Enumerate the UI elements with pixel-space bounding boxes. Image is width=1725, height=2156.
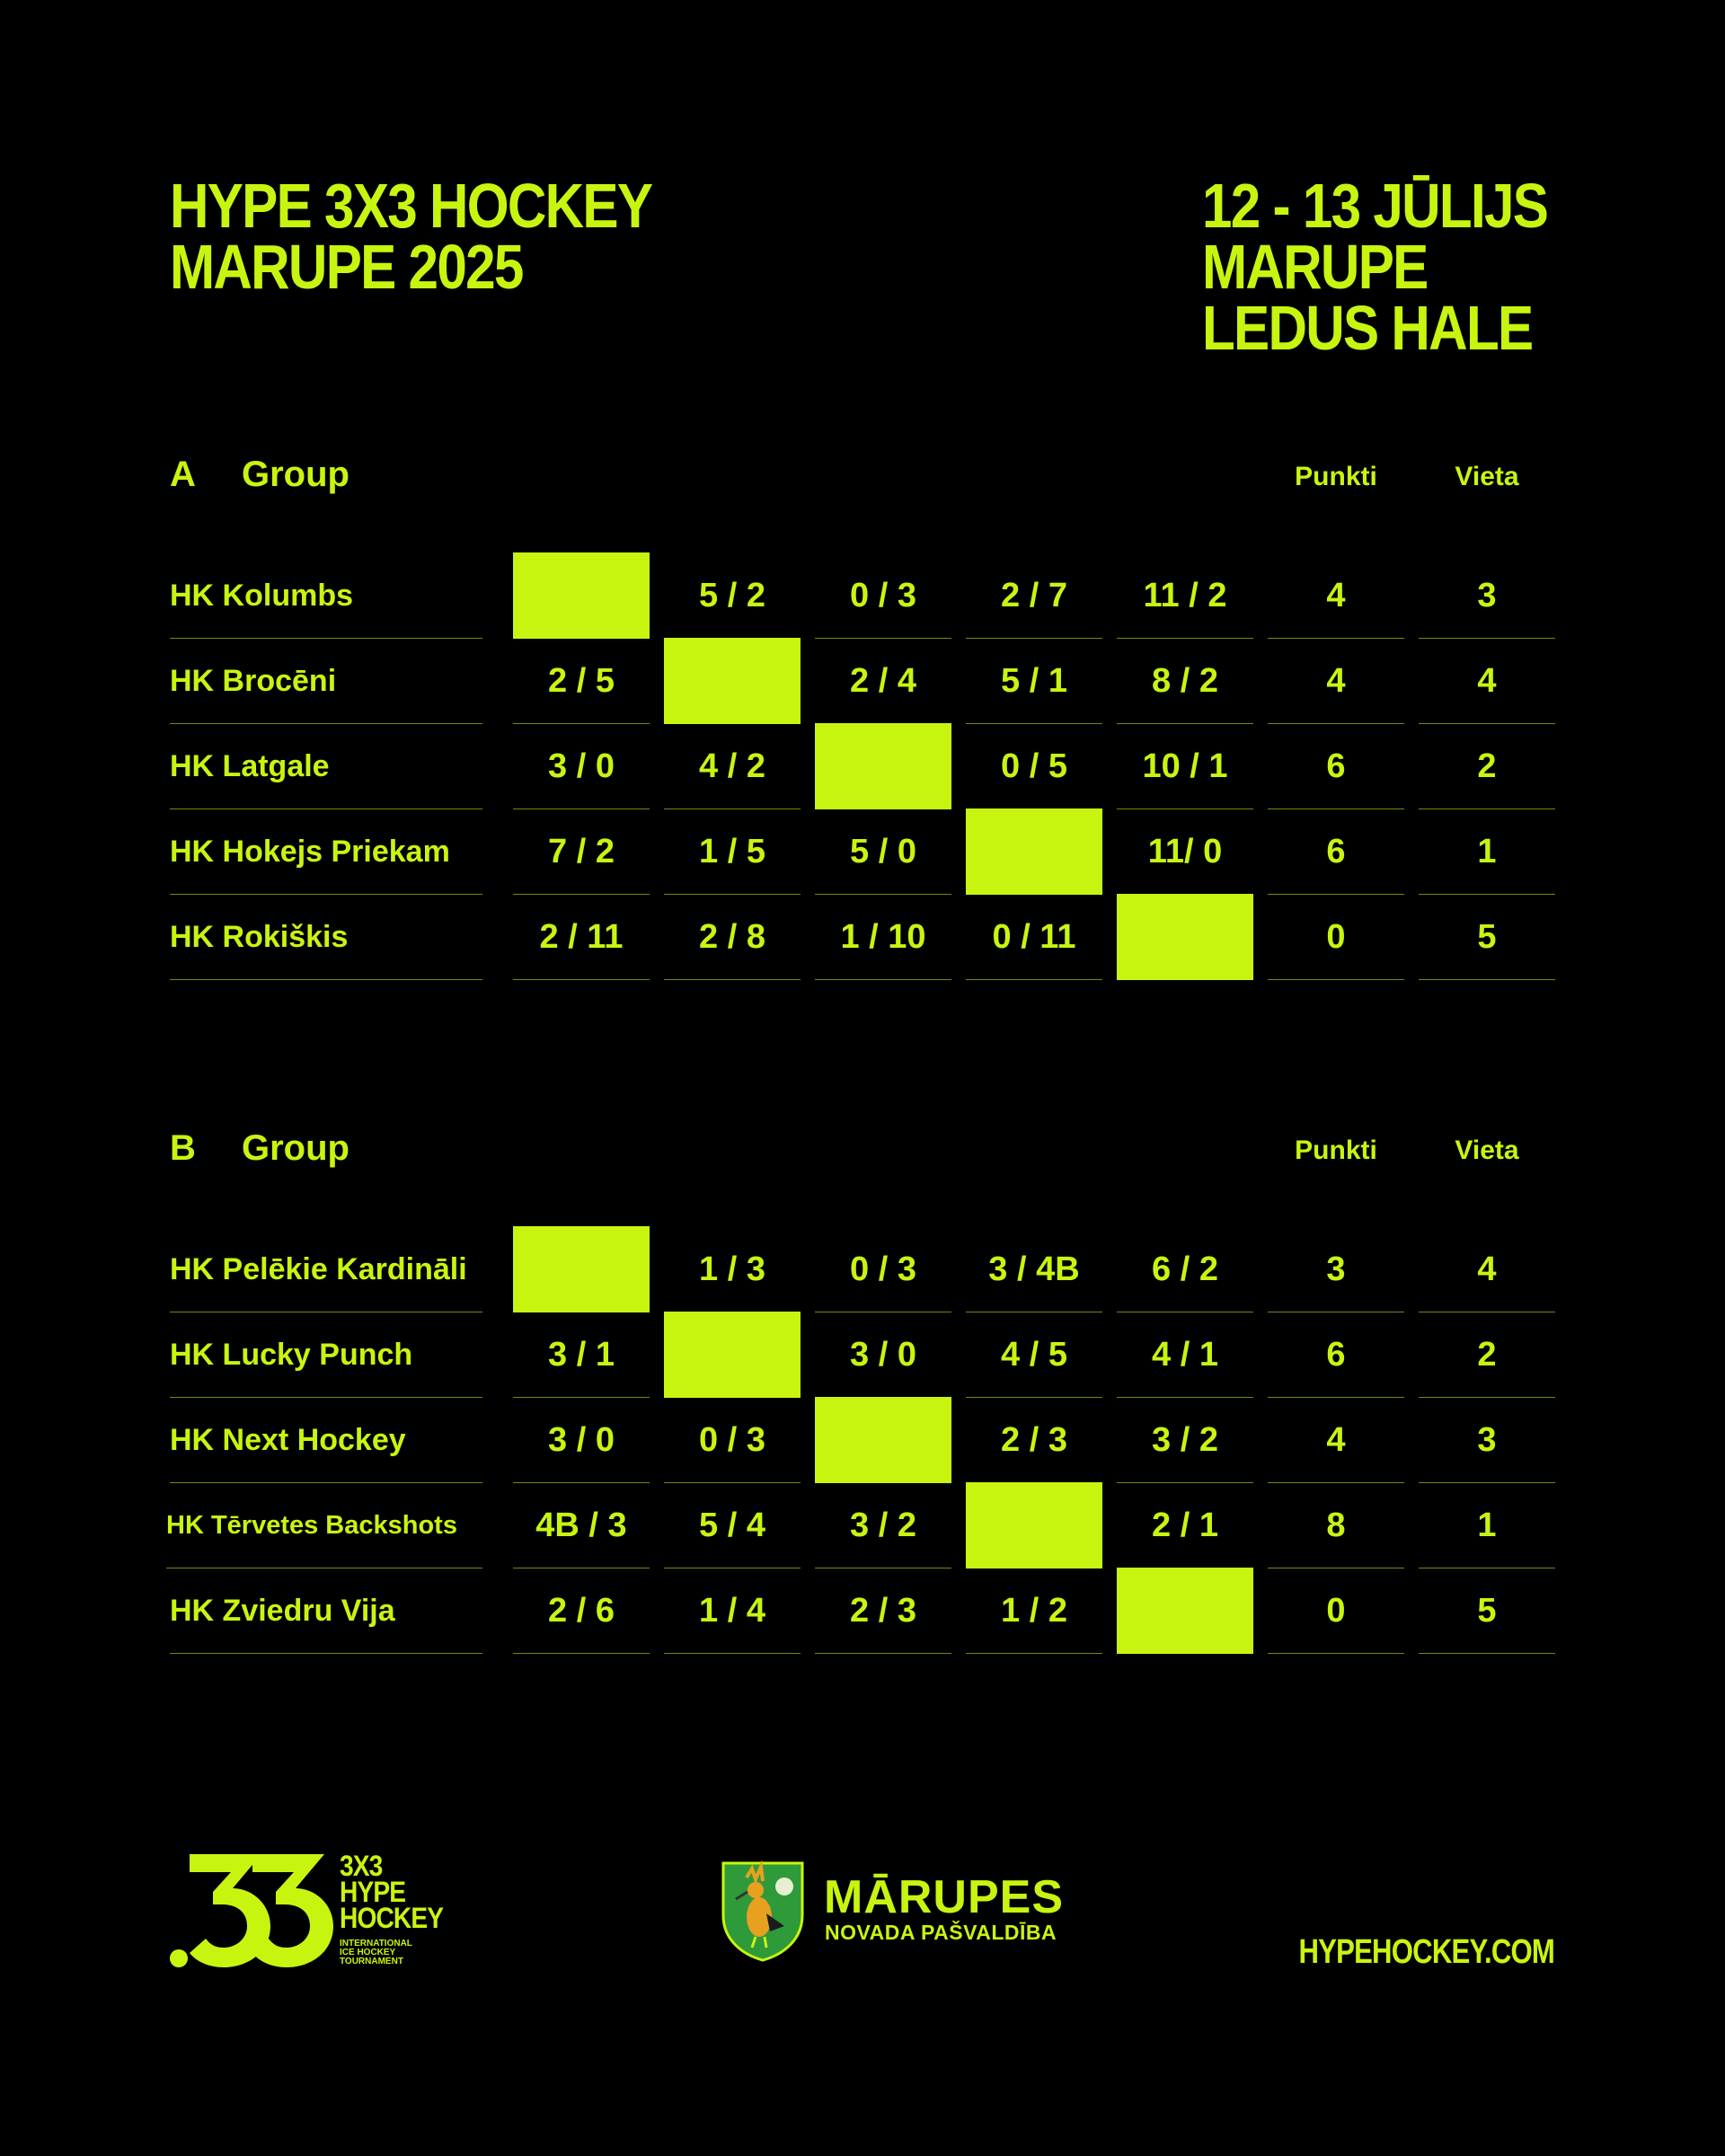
score-cell: 11 / 2 bbox=[1117, 553, 1253, 639]
score-cell: 6 / 2 bbox=[1117, 1227, 1253, 1312]
self-match-cell bbox=[664, 1312, 801, 1398]
score-cell: 1 / 5 bbox=[664, 809, 801, 895]
place-cell: 1 bbox=[1419, 1483, 1555, 1568]
team-name: HK Brocēni bbox=[170, 639, 482, 724]
points-header: Punkti bbox=[1295, 1135, 1377, 1165]
score-cell: 4 / 5 bbox=[966, 1312, 1102, 1398]
team-name: HK Lucky Punch bbox=[170, 1312, 482, 1398]
score-cell: 2 / 11 bbox=[513, 895, 650, 980]
score-cell: 4 / 1 bbox=[1117, 1312, 1253, 1398]
score-cell: 2 / 3 bbox=[966, 1398, 1102, 1483]
points-cell: 4 bbox=[1268, 1398, 1404, 1483]
team-name: HK Hokejs Priekam bbox=[170, 809, 482, 895]
place-cell: 4 bbox=[1419, 639, 1555, 724]
points-cell: 0 bbox=[1268, 895, 1404, 980]
website-link[interactable]: HYPEHOCKEY.COM bbox=[1298, 1933, 1554, 1971]
points-cell: 4 bbox=[1268, 553, 1404, 639]
self-match-cell bbox=[513, 552, 650, 639]
team-name: HK Zviedru Vija bbox=[170, 1568, 482, 1654]
place-cell: 3 bbox=[1419, 1398, 1555, 1483]
score-cell: 3 / 0 bbox=[513, 1398, 650, 1483]
score-cell: 0 / 3 bbox=[815, 553, 951, 639]
place-header: Vieta bbox=[1455, 1135, 1519, 1165]
score-cell: 0 / 3 bbox=[664, 1398, 801, 1483]
place-cell: 5 bbox=[1419, 895, 1555, 980]
event-venue: LEDUS HALE bbox=[1202, 293, 1533, 363]
score-cell: 10 / 1 bbox=[1117, 724, 1253, 809]
points-cell: 6 bbox=[1268, 1312, 1404, 1398]
table-row bbox=[170, 553, 1555, 639]
score-cell: 3 / 2 bbox=[815, 1483, 951, 1568]
group-header bbox=[170, 1128, 1555, 1182]
table-row bbox=[170, 724, 1555, 809]
place-cell: 2 bbox=[1419, 1312, 1555, 1398]
group-label: Group bbox=[242, 1128, 349, 1168]
group-letter: B bbox=[170, 1128, 196, 1168]
points-cell: 3 bbox=[1268, 1227, 1404, 1312]
score-cell: 4 / 2 bbox=[664, 724, 801, 809]
points-cell: 0 bbox=[1268, 1568, 1404, 1654]
place-cell: 4 bbox=[1419, 1227, 1555, 1312]
score-cell: 5 / 4 bbox=[664, 1483, 801, 1568]
score-cell: 2 / 5 bbox=[513, 639, 650, 724]
team-name: HK Latgale bbox=[170, 724, 482, 809]
table-row bbox=[166, 1483, 1555, 1568]
place-cell: 2 bbox=[1419, 724, 1555, 809]
group-b-table bbox=[166, 1128, 1555, 1630]
event-city: MARUPE bbox=[1202, 232, 1428, 302]
score-cell: 1 / 2 bbox=[966, 1568, 1102, 1654]
event-date-venue bbox=[1202, 171, 1548, 363]
score-cell: 11/ 0 bbox=[1117, 809, 1253, 895]
score-cell: 1 / 3 bbox=[664, 1227, 801, 1312]
score-cell: 2 / 8 bbox=[664, 895, 801, 980]
team-name: HK Pelēkie Kardināli bbox=[170, 1227, 482, 1312]
brand-tagline bbox=[340, 1940, 412, 1966]
score-cell: 0 / 3 bbox=[815, 1227, 951, 1312]
team-name: HK Rokiškis bbox=[170, 895, 482, 980]
table-row bbox=[170, 895, 1555, 980]
points-cell: 8 bbox=[1268, 1483, 1404, 1568]
score-cell: 1 / 4 bbox=[664, 1568, 801, 1654]
event-title-line1: HYPE 3X3 HOCKEY bbox=[170, 171, 652, 241]
self-match-cell bbox=[664, 638, 801, 724]
self-match-cell bbox=[513, 1226, 650, 1312]
score-cell: 1 / 10 bbox=[815, 895, 951, 980]
place-cell: 5 bbox=[1419, 1568, 1555, 1654]
score-cell: 3 / 0 bbox=[513, 724, 650, 809]
self-match-cell bbox=[966, 1482, 1102, 1568]
event-date: 12 - 13 JŪLIJS bbox=[1202, 171, 1548, 241]
brand-tagline-3: TOURNAMENT bbox=[340, 1957, 403, 1966]
team-name: HK Kolumbs bbox=[170, 553, 482, 639]
score-cell: 5 / 2 bbox=[664, 553, 801, 639]
brand-tagline-2: ICE HOCKEY bbox=[340, 1948, 396, 1957]
score-cell: 0 / 5 bbox=[966, 724, 1102, 809]
table-row bbox=[170, 1227, 1555, 1312]
self-match-cell bbox=[1117, 1568, 1253, 1654]
score-cell: 3 / 2 bbox=[1117, 1398, 1253, 1483]
score-cell: 3 / 0 bbox=[815, 1312, 951, 1398]
self-match-cell bbox=[1117, 894, 1253, 980]
group-header bbox=[170, 455, 1555, 508]
points-cell: 4 bbox=[1268, 639, 1404, 724]
score-cell: 2 / 1 bbox=[1117, 1483, 1253, 1568]
score-cell: 3 / 4B bbox=[966, 1227, 1102, 1312]
brand-tagline-1: INTERNATIONAL bbox=[340, 1939, 412, 1948]
table-row bbox=[170, 1398, 1555, 1483]
group-label: Group bbox=[242, 455, 349, 494]
score-cell: 0 / 11 bbox=[966, 895, 1102, 980]
score-cell: 7 / 2 bbox=[513, 809, 650, 895]
score-cell: 5 / 1 bbox=[966, 639, 1102, 724]
score-cell: 2 / 7 bbox=[966, 553, 1102, 639]
sponsor-name: MĀRUPES bbox=[824, 1871, 1065, 1923]
brand-wordmark bbox=[340, 1850, 444, 1934]
event-title bbox=[170, 171, 652, 302]
points-cell: 6 bbox=[1268, 724, 1404, 809]
score-cell: 5 / 0 bbox=[815, 809, 951, 895]
table-row bbox=[170, 809, 1555, 895]
place-header: Vieta bbox=[1455, 462, 1519, 491]
group-letter: A bbox=[170, 455, 196, 494]
score-cell: 2 / 4 bbox=[815, 639, 951, 724]
points-cell: 6 bbox=[1268, 809, 1404, 895]
table-row bbox=[170, 1568, 1555, 1654]
team-name: HK Tērvetes Backshots bbox=[166, 1483, 482, 1568]
self-match-cell bbox=[815, 723, 951, 809]
sponsor-subtitle: NOVADA PAŠVALDĪBA bbox=[825, 1921, 1057, 1944]
score-cell: 3 / 1 bbox=[513, 1312, 650, 1398]
self-match-cell bbox=[966, 808, 1102, 895]
event-title-line2: MARUPE 2025 bbox=[170, 232, 523, 302]
place-cell: 3 bbox=[1419, 553, 1555, 639]
brand-line-1: 3X3 bbox=[340, 1850, 383, 1882]
brand-line-3: HOCKEY bbox=[340, 1902, 444, 1934]
score-cell: 4B / 3 bbox=[513, 1483, 650, 1568]
table-row bbox=[170, 1312, 1555, 1398]
marupe-crest-icon bbox=[720, 1860, 806, 1962]
brand-line-2: HYPE bbox=[340, 1876, 406, 1908]
table-row bbox=[170, 639, 1555, 724]
score-cell: 2 / 6 bbox=[513, 1568, 650, 1654]
score-cell: 8 / 2 bbox=[1117, 639, 1253, 724]
group-a-table bbox=[170, 455, 1555, 956]
self-match-cell bbox=[815, 1397, 951, 1483]
team-name: HK Next Hockey bbox=[170, 1398, 482, 1483]
score-cell: 2 / 3 bbox=[815, 1568, 951, 1654]
points-header: Punkti bbox=[1295, 462, 1377, 491]
place-cell: 1 bbox=[1419, 809, 1555, 895]
